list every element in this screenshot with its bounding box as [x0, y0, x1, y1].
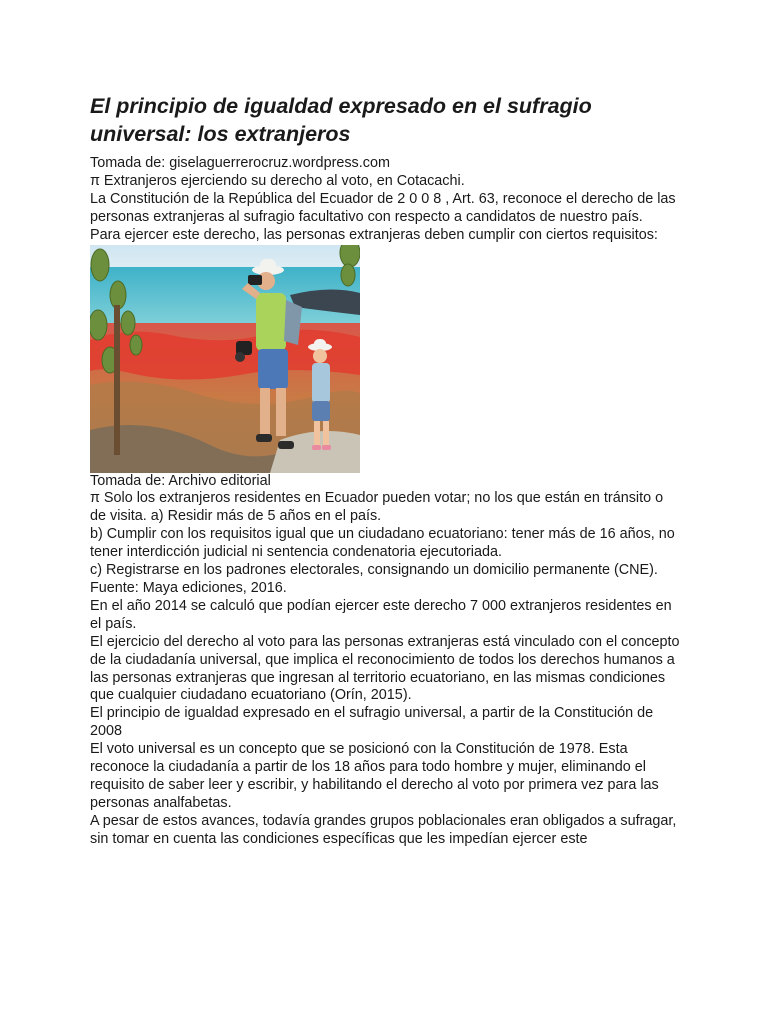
body-text-bottom: [90, 473, 680, 849]
image-credit-1: Tomada de: giselaguerrerocruz.wordpress.com: [90, 155, 390, 171]
document-title: El principio de igualdad expresado en el sufragio universal: los extranjeros: [90, 94, 592, 146]
document-page: [90, 92, 680, 849]
requirement-a: π Solo los extranjeros residentes en Ecuador pueden votar; no los que están en tránsito o de visita. a) Residir más de 5 años en el país.: [90, 490, 664, 525]
paragraph-despite-advances: A pesar de estos avances, todavía grandes grupos poblacionales eran obligados a sufragar, sin tomar en cuenta las condiciones específicas que les impedían ejercer este: [90, 812, 677, 847]
paragraph-2014-estimate: En el año 2014 se calculó que podían ejercer este derecho 7 000 extranjeros residentes en el país.: [90, 597, 672, 632]
section-heading-equality: El principio de igualdad expresado en el sufragio universal, a partir de la Constitución de 2008: [90, 705, 654, 740]
photo-caption-1: π Extranjeros ejerciendo su derecho al voto, en Cotacachi.: [90, 172, 465, 189]
paragraph-1978-constitution: El voto universal es un concepto que se posicionó con la Constitución de 1978. Esta reconoce la ciudadanía a partir de los 18 años para todo hombre y mujer, eliminando el requisito de saber leer y escribir, y habilitando el derecho al voto por primera vez para las personas analfabetas.: [90, 741, 659, 811]
paragraph-constitution: La Constitución de la República del Ecuador de 2 0 0 8 , Art. 63, reconoce el derecho de las personas extranjeras al sufragio facultativo con respecto a candidatos de nuestro país.: [90, 190, 676, 225]
requirement-c: c) Registrarse en los padrones electorales, consignando un domicilio permanente (CNE).: [90, 562, 658, 579]
image-credit-2: Tomada de: Archivo editorial: [90, 472, 271, 489]
requirement-b: b) Cumplir con los requisitos igual que un ciudadano ecuatoriano: tener más de 16 años, no tener interdicción judicial ni sentencia condenatoria ejecutoriada.: [90, 526, 675, 561]
source-line: Fuente: Maya ediciones, 2016.: [90, 579, 287, 596]
body-text-top: [90, 155, 680, 245]
paragraph-universal-citizenship: El ejercicio del derecho al voto para las personas extranjeras está vinculado con el concepto de la ciudadanía universal, que implica el reconocimiento de todos los derechos humanos a las personas extranjeras que ingresan al territorio ecuatoriano, en las mismas condiciones que cualquier ciudadano ecuatoriano (Orín, 2015).: [90, 633, 680, 704]
paragraph-requirements-intro: Para ejercer este derecho, las personas extranjeras deben cumplir con ciertos requisitos:: [90, 226, 658, 243]
tourist-photographer-photo: [90, 245, 360, 473]
